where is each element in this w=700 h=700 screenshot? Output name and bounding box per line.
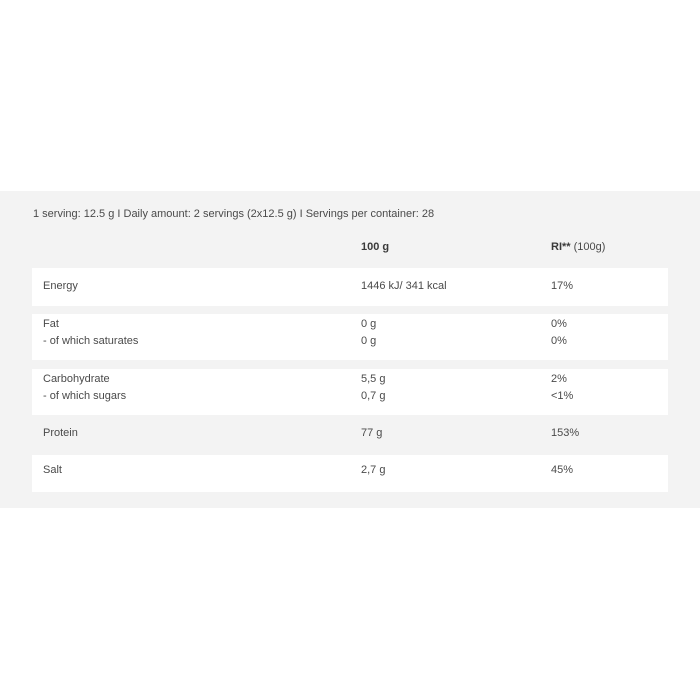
nutrient-sub-name: - of which sugars <box>43 390 127 402</box>
nutrient-sub-per100: 0,7 g <box>361 390 386 402</box>
nutrient-name: Protein <box>43 427 78 439</box>
nutrient-sub-name: - of which saturates <box>43 335 139 347</box>
table-row-carbohydrate <box>32 369 668 415</box>
nutrient-ri: 153% <box>551 427 580 439</box>
header-100g: 100 g <box>361 241 390 253</box>
serving-info: 1 serving: 12.5 g I Daily amount: 2 servings (2x12.5 g) I Servings per container: 28 <box>33 208 435 220</box>
nutrient-name: Salt <box>43 464 62 476</box>
nutrient-per100: 77 g <box>361 427 383 439</box>
nutrient-name: Energy <box>43 280 78 292</box>
nutrient-ri: 0% <box>551 318 567 330</box>
header-ri-unit: (100g) <box>570 241 606 253</box>
nutrient-per100: 5,5 g <box>361 373 386 385</box>
nutrient-per100: 1446 kJ/ 341 kcal <box>361 280 447 292</box>
nutrient-ri-cell <box>551 371 573 405</box>
nutrient-ri: 45% <box>551 464 574 476</box>
header-ri <box>551 241 605 253</box>
nutrient-ri: 2% <box>551 373 567 385</box>
nutrient-name: Carbohydrate <box>43 373 110 385</box>
nutrient-sub-ri: <1% <box>551 390 574 402</box>
nutrient-per100: 0 g <box>361 318 377 330</box>
nutrient-name-cell <box>43 371 126 405</box>
nutrient-sub-per100: 0 g <box>361 335 377 347</box>
nutrient-name-cell <box>43 316 138 350</box>
nutrient-per100: 2,7 g <box>361 464 386 476</box>
nutrient-per100-cell <box>361 371 385 405</box>
table-row-energy <box>32 268 668 306</box>
nutrient-ri: 17% <box>551 280 574 292</box>
nutrient-name: Fat <box>43 318 59 330</box>
table-row-salt <box>32 455 668 492</box>
nutrient-ri-cell <box>551 316 567 350</box>
nutrient-sub-ri: 0% <box>551 335 567 347</box>
table-header <box>32 232 668 262</box>
table-row-protein <box>32 418 668 450</box>
header-ri-label: RI** <box>551 241 571 253</box>
table-row-fat <box>32 314 668 360</box>
nutrient-per100-cell <box>361 316 376 350</box>
